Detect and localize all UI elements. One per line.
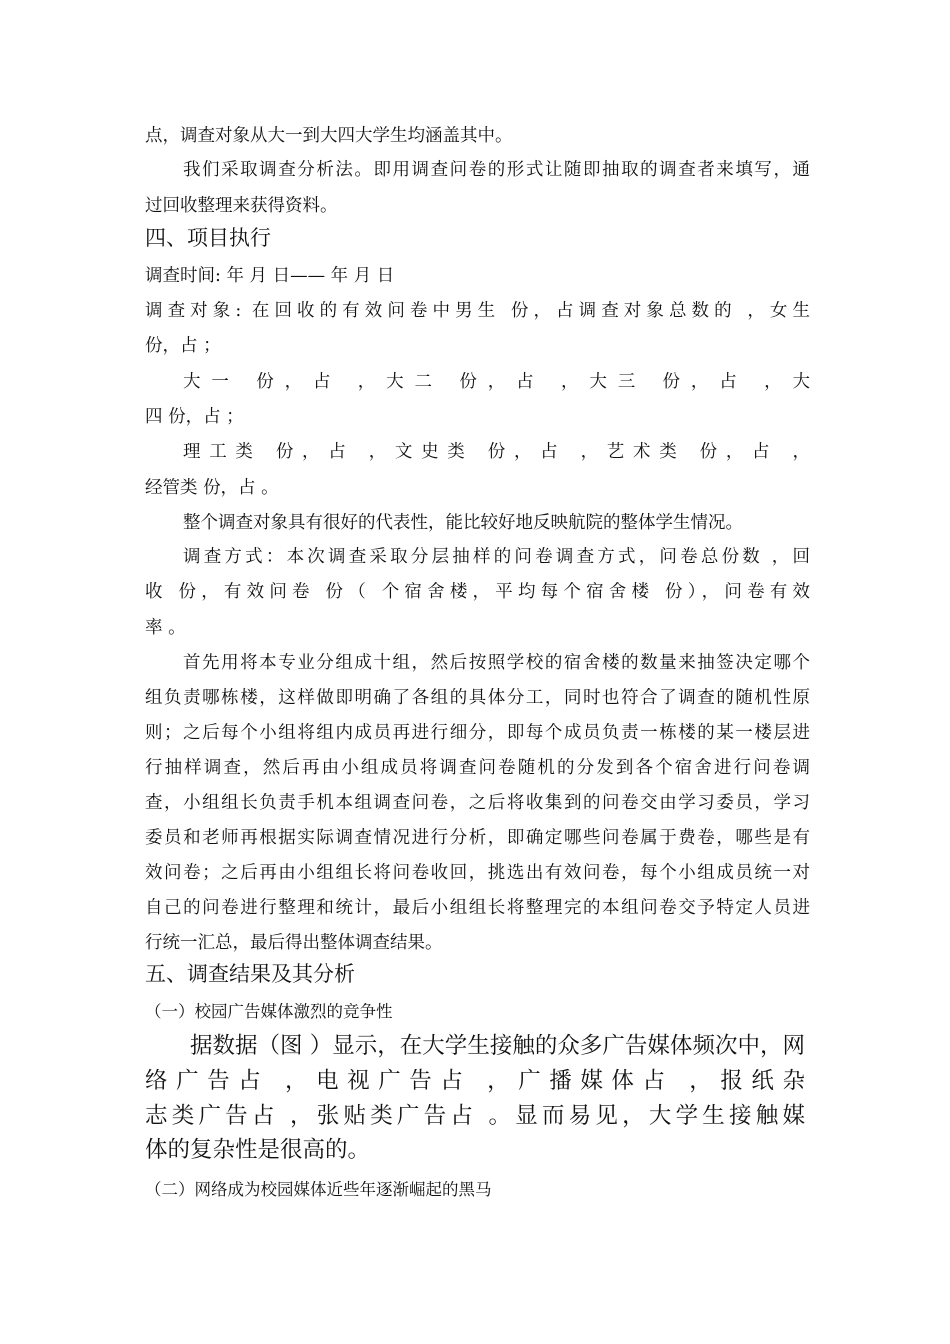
paragraph-line: 经管类 份，占 。 bbox=[145, 478, 279, 498]
paragraph-line: 调查对象: 在回收的有效问卷中男生 份，占调查对象总数的 ，女生 bbox=[145, 301, 810, 321]
section-heading: 四、项目执行 bbox=[145, 226, 271, 250]
paragraph-line: 我们采取调查分析法。即用调查问卷的形式让随即抽取的调查者来填写，通 bbox=[183, 160, 810, 180]
paragraph-line: 体的复杂性是很高的。 bbox=[145, 1137, 371, 1163]
paragraph-line: 收 份，有效问卷 份（ 个宿舍楼，平均每个宿舍楼 份），问卷有效 bbox=[145, 582, 810, 602]
paragraph-line: 四 份，占 ； bbox=[145, 407, 244, 427]
subsection-heading: （一）校园广告媒体激烈的竞争性 bbox=[145, 1002, 393, 1021]
paragraph-line: 络广告占 ，电视广告占 ，广播媒体占 ，报纸杂 bbox=[145, 1068, 805, 1094]
paragraph-line: 点，调查对象从大一到大四大学生均涵盖其中。 bbox=[145, 126, 513, 146]
paragraph-line: 过回收整理来获得资料。 bbox=[145, 196, 338, 216]
paragraph-line: 大一 份，占 ，大二 份，占 ，大三 份，占 ，大 bbox=[183, 372, 810, 392]
paragraph-line: 理工类 份，占 ，文史类 份，占 ，艺术类 份，占 ， bbox=[183, 442, 810, 462]
paragraph-line: 份，占 ； bbox=[145, 336, 221, 356]
paragraph-line: 据数据（图 ）显示，在大学生接触的众多广告媒体频次中，网 bbox=[190, 1033, 805, 1059]
paragraph-line: 调查方式：本次调查采取分层抽样的问卷调查方式，问卷总份数 ，回 bbox=[183, 547, 810, 567]
paragraph-line: 组负责哪栋楼，这样做即明确了各组的具体分工，同时也符合了调查的随机性原 bbox=[145, 688, 810, 708]
paragraph-line: 志类广告占 ，张贴类广告占 。显而易见，大学生接触媒 bbox=[145, 1103, 805, 1129]
paragraph-line: 行统一汇总，最后得出整体调查结果。 bbox=[145, 933, 443, 953]
paragraph-line: 效问卷；之后再由小组组长将问卷收回，挑选出有效问卷，每个小组成员统一对 bbox=[145, 863, 810, 883]
paragraph-line: 行抽样调查，然后再由小组成员将调查问卷随机的分发到各个宿舍进行问卷调 bbox=[145, 758, 810, 778]
paragraph-line: 则；之后每个小组将组内成员再进行细分，即每个成员负责一栋楼的某一楼层进 bbox=[145, 723, 810, 743]
paragraph-line: 率 。 bbox=[145, 618, 186, 638]
paragraph-line: 委员和老师再根据实际调查情况进行分析，即确定哪些问卷属于费卷，哪些是有 bbox=[145, 828, 810, 848]
paragraph-line: 整个调查对象具有很好的代表性，能比较好地反映航院的整体学生情况。 bbox=[183, 513, 743, 533]
section-heading: 五、调查结果及其分析 bbox=[145, 962, 355, 986]
paragraph-line: 自己的问卷进行整理和统计，最后小组组长将整理完的本组问卷交予特定人员进 bbox=[145, 898, 810, 918]
subsection-heading: （二）网络成为校园媒体近些年逐渐崛起的黑马 bbox=[145, 1180, 492, 1199]
paragraph-line: 调查时间: 年 月 日—— 年 月 日 bbox=[145, 266, 395, 286]
paragraph-line: 查，小组组长负责手机本组调查问卷，之后将收集到的问卷交由学习委员，学习 bbox=[145, 793, 810, 813]
paragraph-line: 首先用将本专业分组成十组，然后按照学校的宿舍楼的数量来抽签决定哪个 bbox=[183, 653, 810, 673]
